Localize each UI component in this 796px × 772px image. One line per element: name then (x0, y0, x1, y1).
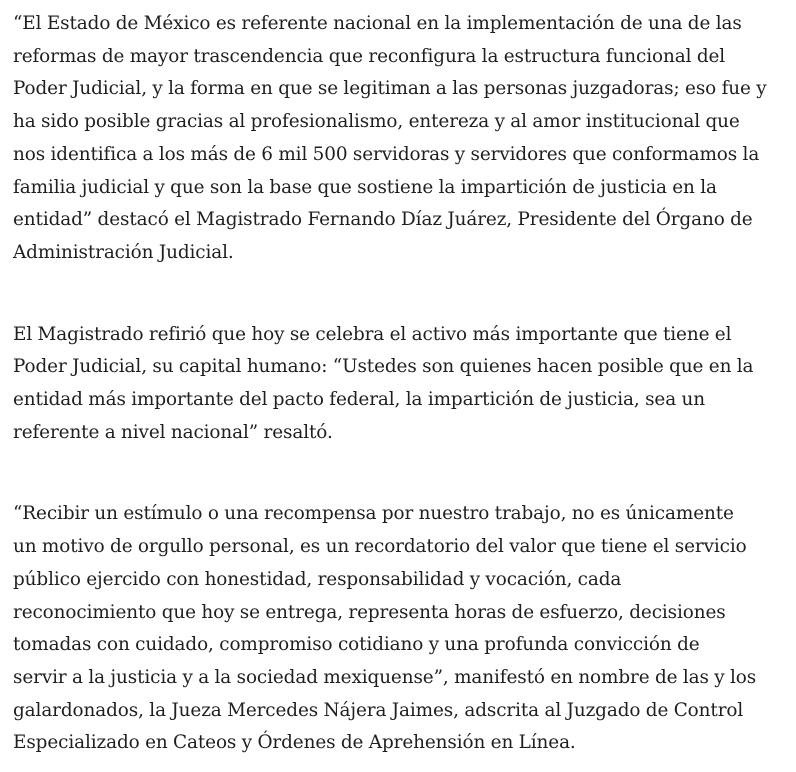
text-line: público ejercido con honestidad, responsabilidad y vocación, cada (13, 568, 622, 590)
text-line: “Recibir un estímulo o una recompensa por nuestro trabajo, no es únicamente (13, 503, 734, 525)
text-line: reconocimiento que hoy se entrega, representa horas de esfuerzo, decisiones (13, 601, 726, 623)
text-line: Poder Judicial, y la forma en que se legitiman a las personas juzgadoras; eso fue y (13, 78, 767, 100)
text-line: galardonados, la Jueza Mercedes Nájera Jaimes, adscrita al Juzgado de Control (13, 699, 744, 721)
text-line: “El Estado de México es referente nacional en la implementación de una de las (13, 13, 742, 34)
paragraph-2 (13, 319, 789, 450)
paragraph-spacer (13, 449, 789, 498)
paragraph-spacer (13, 270, 789, 319)
text-line: servir a la justicia y a la sociedad mexiquense”, manifestó en nombre de las y los (13, 666, 757, 688)
text-line: tomadas con cuidado, compromiso cotidiano y una profunda convicción de (13, 634, 700, 656)
text-line: reformas de mayor trascendencia que reconfigura la estructura funcional del (13, 45, 726, 67)
text-line: Administración Judicial. (13, 241, 234, 263)
text-line: Especializado en Cateos y Órdenes de Aprehensión en Línea. (13, 732, 576, 754)
paragraph-1 (13, 8, 789, 270)
text-line: referente a nivel nacional” resaltó. (13, 421, 333, 443)
text-line: El Magistrado refirió que hoy se celebra el activo más importante que tiene el (13, 323, 732, 345)
text-line: familia judicial y que son la base que sostiene la impartición de justicia en la (13, 176, 717, 198)
text-line: un motivo de orgullo personal, es un recordatorio del valor que tiene el servicio (13, 536, 747, 558)
text-line: Poder Judicial, su capital humano: “Ustedes son quienes hacen posible que en la (13, 356, 754, 378)
text-line: entidad más importante del pacto federal, la impartición de justicia, sea un (13, 389, 705, 411)
text-line: ha sido posible gracias al profesionalismo, entereza y al amor institucional que (13, 111, 740, 133)
paragraph-3 (13, 498, 789, 760)
text-line: entidad” destacó el Magistrado Fernando Díaz Juárez, Presidente del Órgano de (13, 209, 753, 231)
text-line: nos identifica a los más de 6 mil 500 servidoras y servidores que conformamos la (13, 143, 760, 165)
article-body (13, 8, 789, 760)
